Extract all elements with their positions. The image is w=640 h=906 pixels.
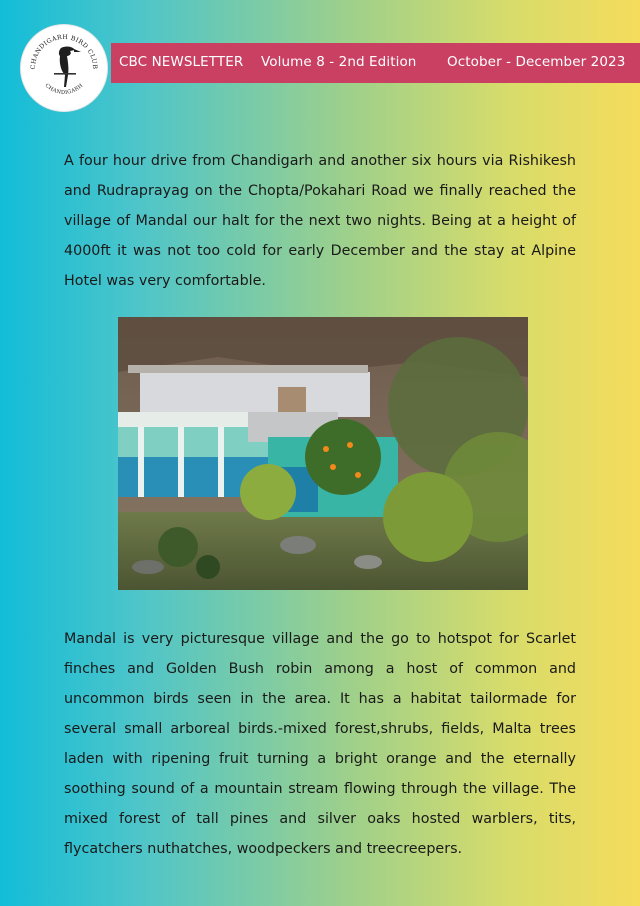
logo-top-text: CHANDIGARH BIRD CLUB [29,33,99,70]
hornbill-icon [21,25,107,111]
club-logo [21,25,107,111]
logo-bottom-text: CHANDIGARH [43,82,85,96]
article-paragraph-2: Mandal is very picturesque village and the go to hotspot for Scarlet finches and Golden Bush robin among a host of common and uncommon birds seen in the area. It has a habitat tailormade for several small arboreal birds.-mixed forest,shrubs, fields, Malta trees laden with ripening fruit turning a bright orange and the eternally soothing sound of a mountain stream flowing through the village. The mixed forest of tall pines and silver oaks hosted warblers, tits, flycatchers nuthatches, woodpeckers and treecreepers. [64,631,576,857]
alpine-hotel-photo [118,317,528,590]
svg-text:CHANDIGARH [44,83,85,96]
newsletter-volume: Volume 8 - 2nd Edition [261,54,417,70]
newsletter-title: CBC NEWSLETTER [119,54,244,70]
article-paragraph-1: A four hour drive from Chandigarh and another six hours via Rishikesh and Rudraprayag on the Chopta/Pokahari Road we finally reached the village of Mandal our halt for the next two nights. Being at a height of 4000ft it was not too cold for early December and the stay at Alpine Hotel was very comfortable. [64,153,576,289]
newsletter-period: October - December 2023 [447,54,626,70]
newsletter-banner [111,43,640,83]
